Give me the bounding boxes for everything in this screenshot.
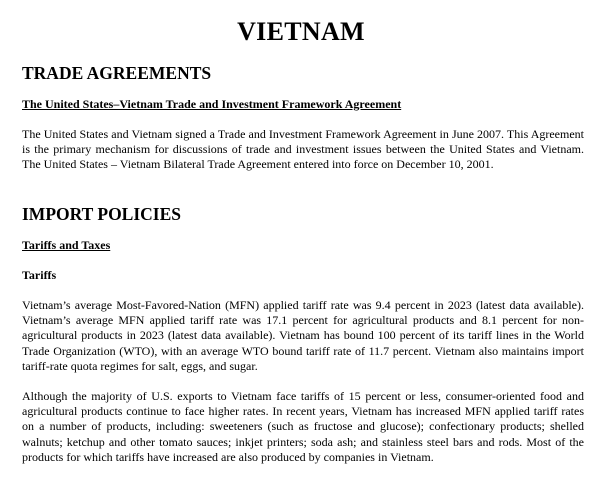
paragraph-us-exports: Although the majority of U.S. exports to Vietnam face tariffs of 15 percent or less, consumer-oriented food and agricultural products continue to face higher rates. In recent years, Vietnam has increased MFN applied tariff rates on a number of products, including: sweeteners (such as fructose and glucose); confectionary products; shelled walnuts; ketchup and other tomato sauces; inkjet printers; soda ash; and stainless steel bars and rods. Most of the products for which tariffs have increased are also produced by companies in Vietnam. [22,389,584,464]
section-heading-trade-agreements: TRADE AGREEMENTS [22,63,212,83]
subsubheading-tariffs: Tariffs [22,268,57,282]
paragraph-tifa: The United States and Vietnam signed a Trade and Investment Framework Agreement in June 2007. This Agreement is the primary mechanism for discussions of trade and investment issues between the United States and Vietnam. The United States – Vietnam Bilateral Trade Agreement entered into force on December 10, 2001. [22,127,584,172]
page-title: VIETNAM [237,17,365,46]
subheading-tariffs-and-taxes: Tariffs and Taxes [22,238,111,252]
paragraph-mfn-rates: Vietnam’s average Most-Favored-Nation (MFN) applied tariff rate was 9.4 percent in 2023 (latest data available). Vietnam’s average MFN applied tariff rate was 17.1 percent for agricultural products and 8.1 percent for non-agricultural products in 2023 (latest data available). Vietnam has bound 100 percent of its tariff lines in the World Trade Organization (WTO), with an average WTO bound tariff rate of 11.7 percent. Vietnam also maintains import tariff-rate quota regimes for salt, eggs, and sugar. [22,298,584,373]
subheading-tifa: The United States–Vietnam Trade and Investment Framework Agreement [22,97,402,111]
section-heading-import-policies: IMPORT POLICIES [22,204,182,224]
